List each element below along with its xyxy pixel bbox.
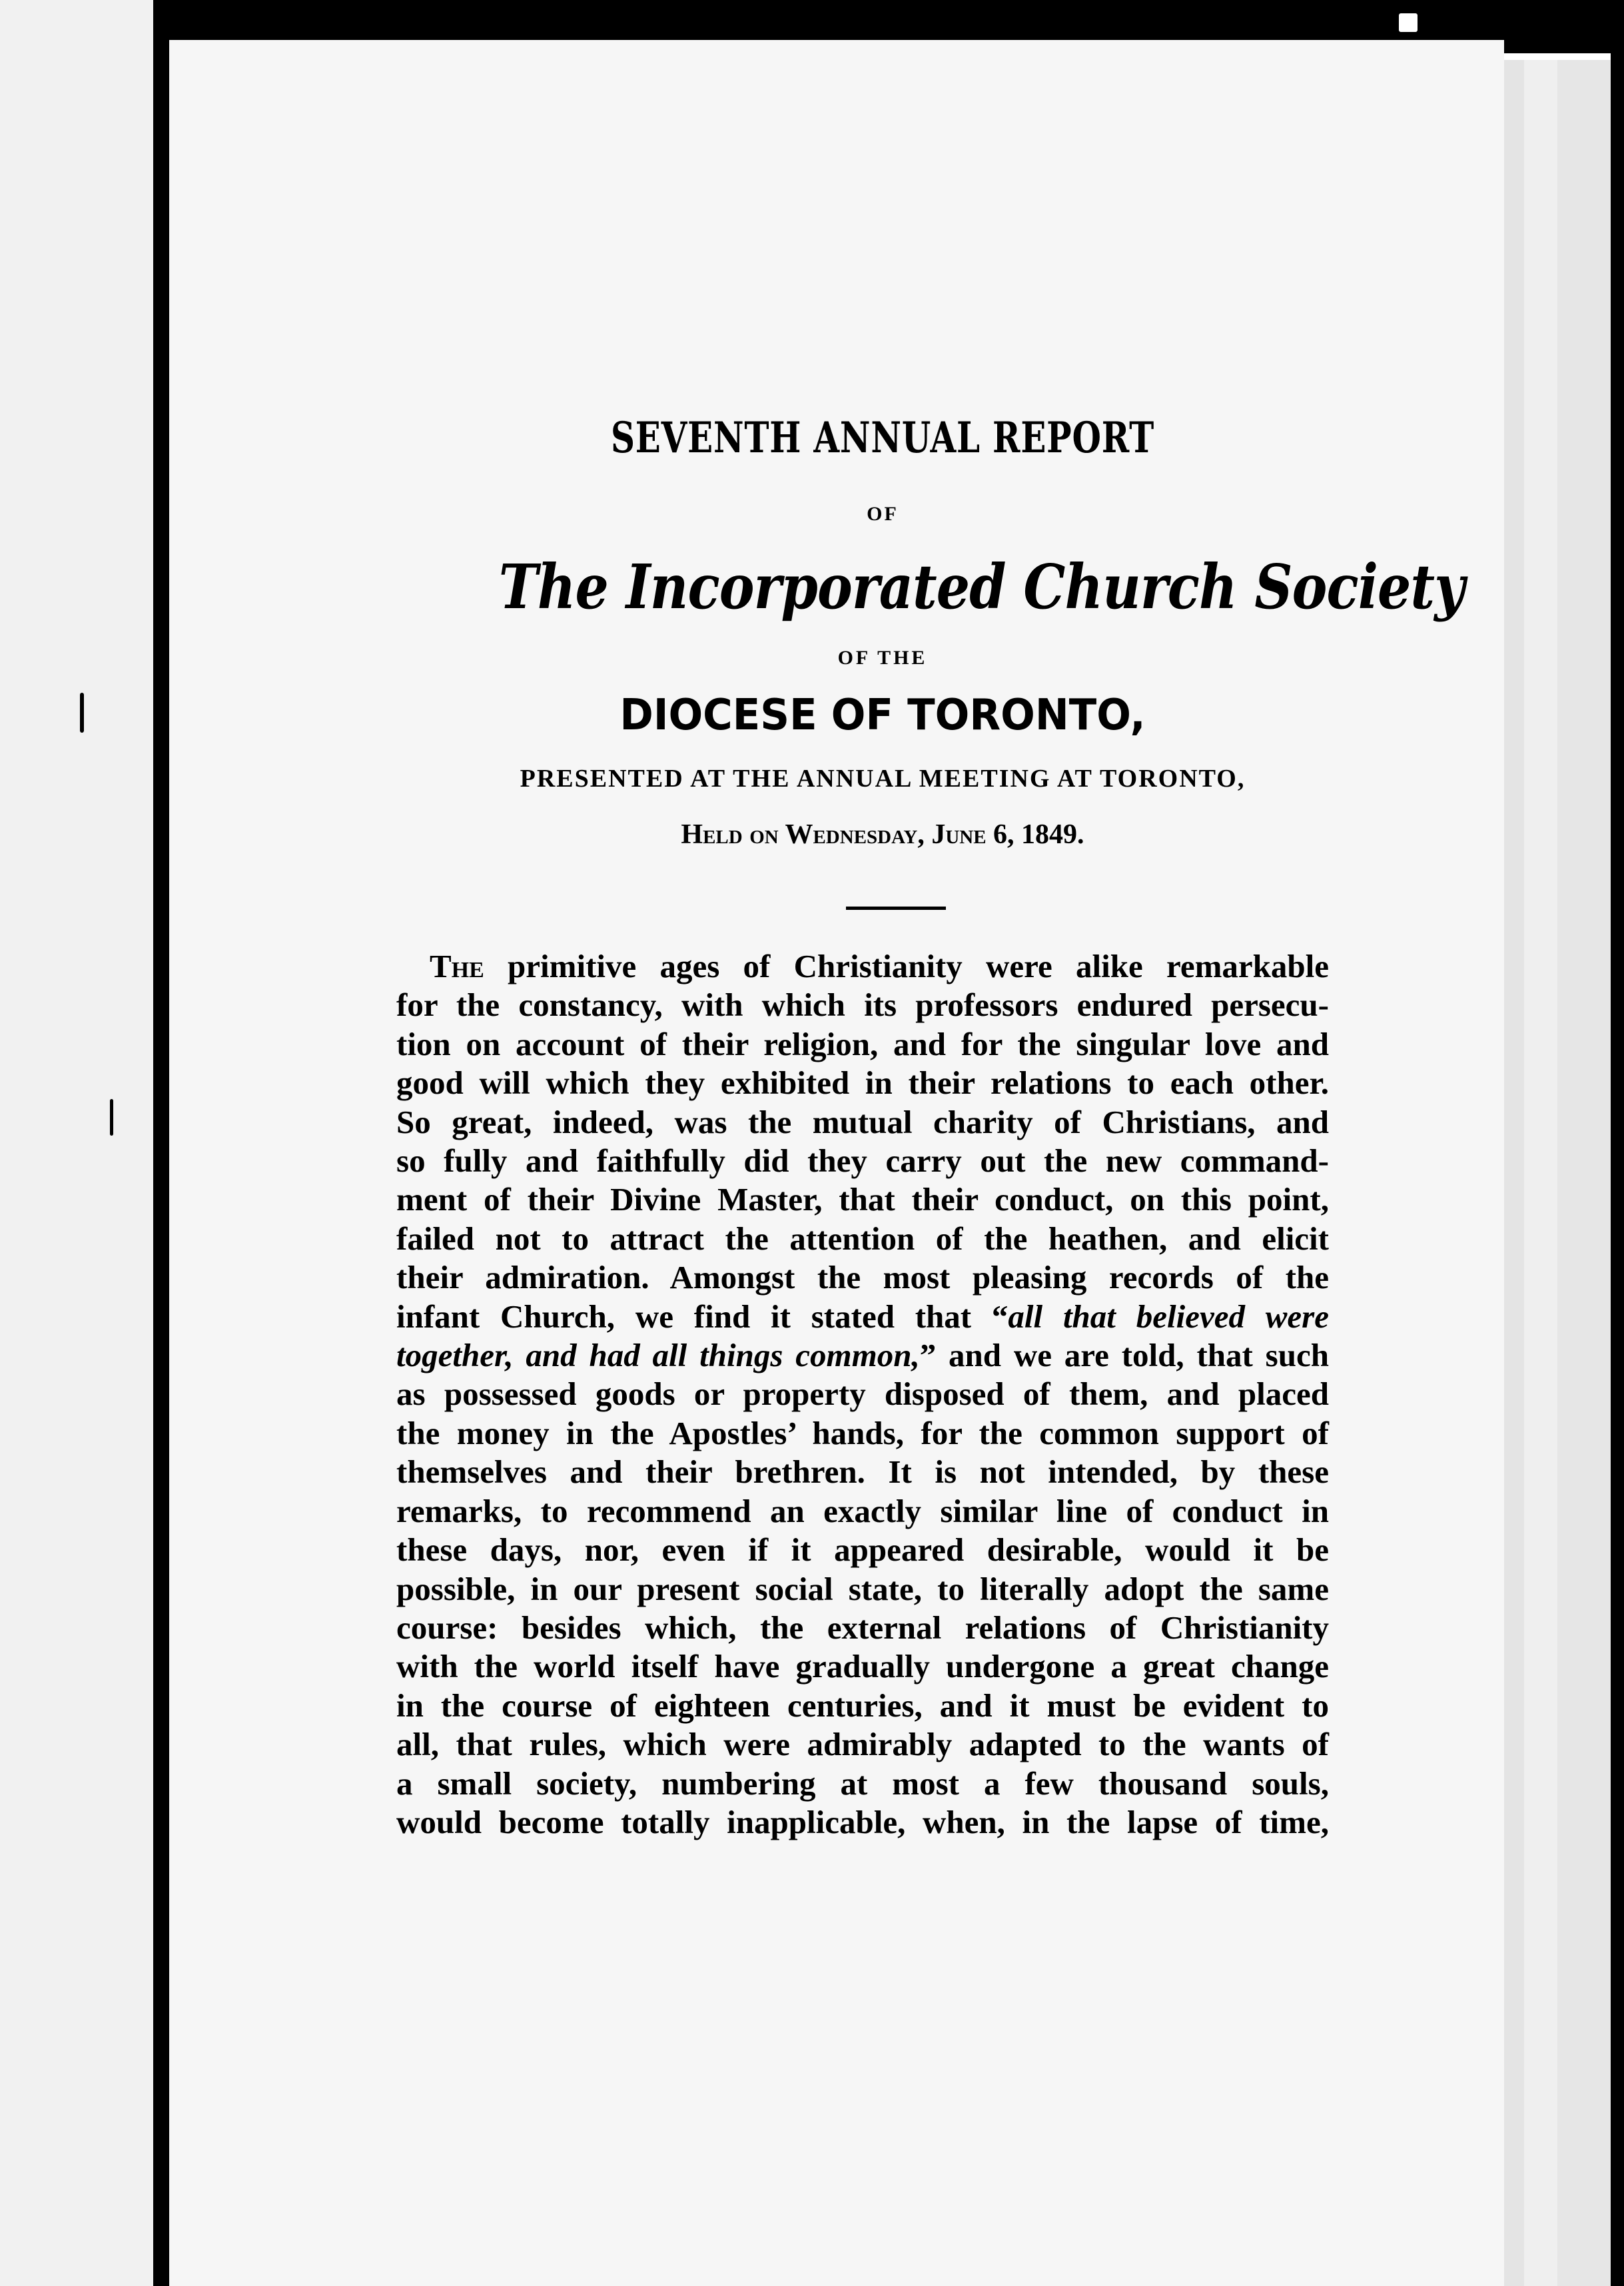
page-stack-edge [1522, 60, 1557, 2286]
scan-mark [110, 1099, 113, 1136]
body-line: the money in the Apostles’ hands, for the common support of [396, 1414, 1329, 1451]
body-line: with the world itself have gradually undergone a great change [396, 1648, 1329, 1685]
meeting-date [436, 819, 1329, 851]
body-line: so fully and faithfully did they carry out the new command- [396, 1142, 1329, 1180]
body-line: all, that rules, which were admirably adapted to the wants of [396, 1726, 1329, 1763]
body-line: tion on account of their religion, and for the singular love and [396, 1025, 1329, 1062]
scripture-quote: all that believed were [1008, 1298, 1329, 1335]
body-line: themselves and their brethren. It is not intended, by these [396, 1453, 1329, 1491]
report-content [396, 413, 1465, 1842]
body-line: ment of their Divine Master, that their conduct, on this point, [396, 1181, 1329, 1218]
body-line: would become totally inapplicable, when, in the lapse of time, [396, 1803, 1329, 1840]
scripture-quote: together, and had all things common, [396, 1337, 920, 1374]
body-line: a small society, numbering at most a few thousand souls, [396, 1764, 1329, 1802]
body-line: infant Church, we find it stated that “all that believed were [396, 1298, 1329, 1335]
body-line: The primitive ages of Christianity were alike remarkable [430, 948, 1329, 984]
meeting-date-text: Held on Wednesday, June 6, 1849. [681, 819, 1084, 850]
scan-background-right [1611, 40, 1624, 2286]
body-line: in the course of eighteen centuries, and it must be evident to [396, 1687, 1329, 1724]
scan-mark [80, 693, 84, 733]
body-line: So great, indeed, was the mutual charity of Christians, and [396, 1103, 1329, 1140]
body-line: remarks, to recommend an exactly similar line of conduct in [396, 1492, 1329, 1529]
book-gutter [153, 0, 169, 2286]
facing-page-edge [0, 0, 153, 2286]
body-line: these days, nor, even if it appeared desirable, would it be [396, 1531, 1329, 1569]
body-line: good will which they exhibited in their relations to each other. [396, 1064, 1329, 1102]
body-line: for the constancy, with which its professors endured persecu- [396, 986, 1329, 1024]
title-of-the: OF THE [837, 647, 928, 669]
scan-mark [1399, 13, 1418, 32]
society-name: The Incorporated Church Society [498, 551, 1465, 623]
body-line: failed not to attract the attention of the heathen, and elicit [396, 1220, 1329, 1257]
body-line: their admiration. Amongst the most pleasing records of the [396, 1259, 1329, 1296]
page-stack-edge [1502, 60, 1524, 2286]
page-stack-edge [1555, 60, 1611, 2286]
report-body [396, 947, 1329, 1842]
body-line: course: besides which, the external relations of Christianity [396, 1609, 1329, 1646]
dropcap-word: The [430, 948, 484, 984]
section-divider [846, 907, 946, 910]
title-of: OF [867, 503, 899, 525]
body-line: together, and had all things common,” and we are told, that such [396, 1337, 1330, 1374]
body-line: as possessed goods or property disposed of them, and placed [396, 1375, 1329, 1413]
report-title: SEVENTH ANNUAL REPORT [610, 413, 1155, 463]
body-line: possible, in our present social state, to literally adopt the same [396, 1570, 1329, 1607]
presented-line: PRESENTED AT THE ANNUAL MEETING AT TORONTO, [520, 765, 1246, 793]
diocese-name: DIOCESE OF TORONTO, [619, 691, 1146, 740]
